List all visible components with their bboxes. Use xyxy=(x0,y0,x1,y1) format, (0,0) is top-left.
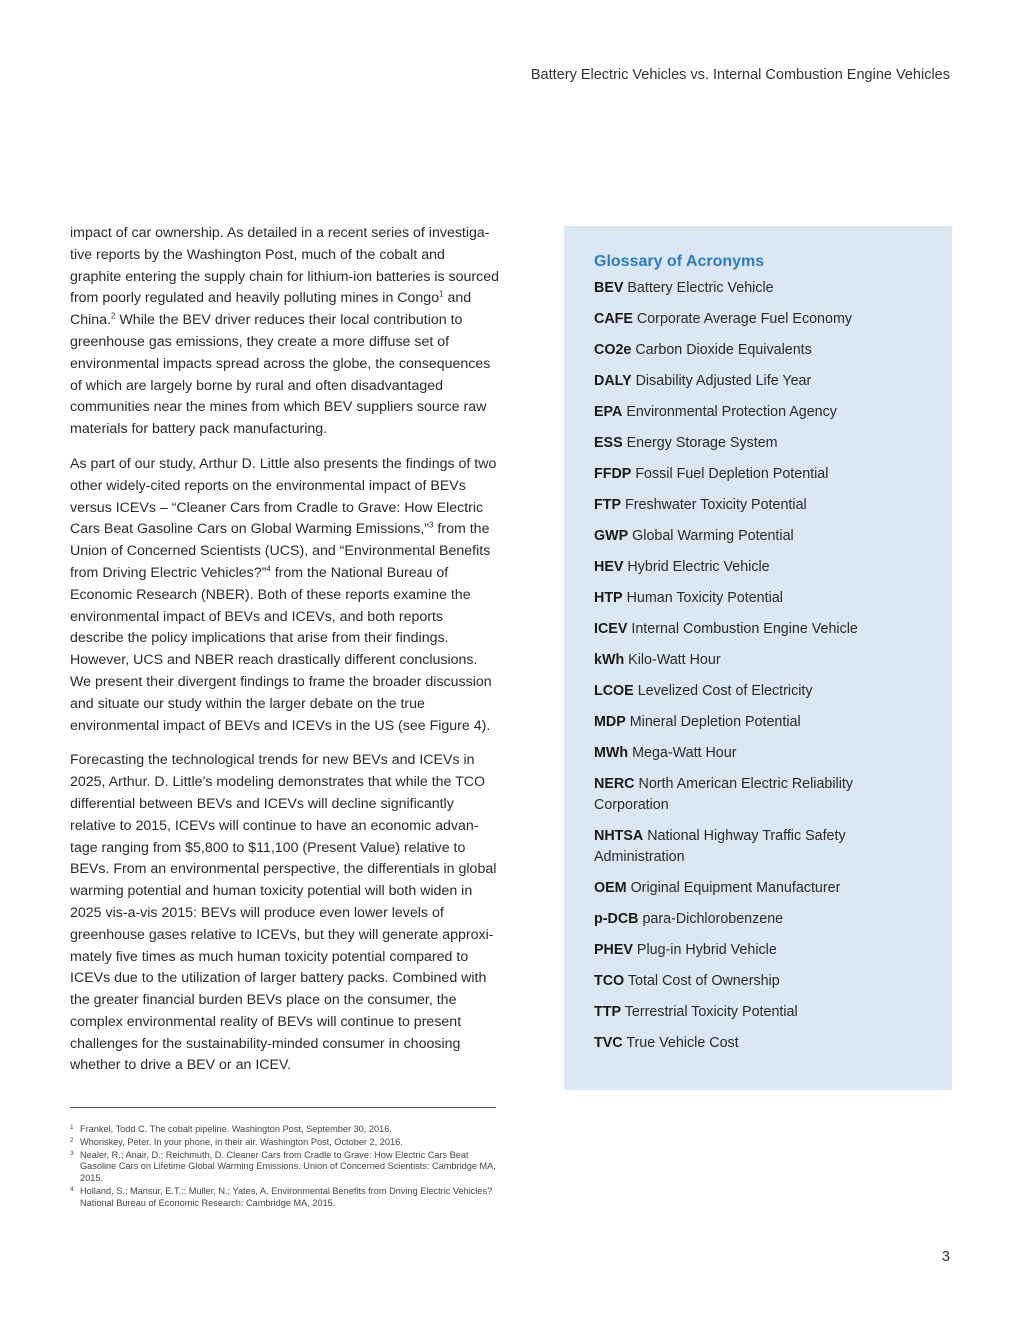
glossary-item xyxy=(594,971,922,992)
footnote-number: 3 xyxy=(70,1149,74,1157)
glossary-item xyxy=(594,371,922,392)
glossary-item xyxy=(594,1033,922,1054)
glossary-abbr: MWh xyxy=(594,745,629,761)
footnote-ref-1: 1 xyxy=(439,289,444,299)
glossary-list xyxy=(594,278,922,1054)
glossary-definition: Human Toxicity Potential xyxy=(626,590,783,606)
glossary-abbr: p-DCB xyxy=(594,911,639,927)
glossary-abbr: HTP xyxy=(594,590,623,606)
glossary-definition: Terrestrial Toxicity Potential xyxy=(624,1004,798,1020)
glossary-definition: para-Dichlorobenzene xyxy=(642,911,784,927)
p1-text-a: impact of car ownership. As detailed in a recent series of investiga-tive reports by the Washington Post, much of the cobalt and graphite entering the supply chain for lithium-ion batteries is sourced from poorly regulated and heavily polluting mines in Congo xyxy=(70,225,500,307)
glossary-abbr: DALY xyxy=(594,373,632,389)
glossary-item xyxy=(594,712,922,733)
running-header: Battery Electric Vehicles vs. Internal Combustion Engine Vehicles xyxy=(530,67,950,83)
glossary-definition: Original Equipment Manufacturer xyxy=(630,880,841,896)
glossary-definition: Global Warming Potential xyxy=(632,528,794,544)
footnote xyxy=(70,1186,500,1210)
glossary-abbr: NHTSA xyxy=(594,828,644,844)
footnote xyxy=(70,1150,500,1185)
footnote-divider xyxy=(70,1107,496,1108)
glossary-box xyxy=(564,226,952,1090)
glossary-definition: Corporate Average Fuel Economy xyxy=(636,311,853,327)
glossary-item xyxy=(594,433,922,454)
glossary-item xyxy=(594,340,922,361)
glossary-abbr: MDP xyxy=(594,714,626,730)
glossary-abbr: PHEV xyxy=(594,942,633,958)
footnote-text: Nealer, R.; Anair, D.; Reichmuth, D. Cleaner Cars from Cradle to Grave: How Electric Cars Beat Gasoline Cars on Lifetime Global Warming Emissions. Union of Concerned Scientists: Cambridge MA, 2015. xyxy=(80,1149,496,1184)
glossary-abbr: FTP xyxy=(594,497,622,513)
footnote-ref-4: 4 xyxy=(266,564,271,574)
glossary-item xyxy=(594,650,922,671)
glossary-definition: Fossil Fuel Depletion Potential xyxy=(635,466,829,482)
glossary-item xyxy=(594,588,922,609)
glossary-abbr: CO2e xyxy=(594,342,632,358)
footnote xyxy=(70,1124,500,1136)
glossary-definition: Hybrid Electric Vehicle xyxy=(627,559,770,575)
glossary-abbr: TTP xyxy=(594,1004,622,1020)
body-paragraph-3: Forecasting the technological trends for new BEVs and ICEVs in 2025, Arthur. D. Little’s modeling demonstrates that while the TCO differential between BEVs and ICEVs will decline significantly relative to 2015, ICEVs will continue to have an economic advan-tage ranging from $5,800 to $11,100 (Present Value) relative to BEVs. From an environmental perspective, the differentials in global warming potential and human toxicity potential will both widen in 2025 vis-a-vis 2015: BEVs will produce even lower levels of greenhouse gases relative to ICEVs, but they will generate approxi-mately five times as much human toxicity potential compared to ICEVs due to the utilization of larger battery packs. Combined with the greater financial burden BEVs place on the consumer, the complex environmental reality of BEVs will continue to present challenges for the sustainability-minded consumer in choosing whether to drive a BEV or an ICEV. xyxy=(70,752,497,1074)
footnote xyxy=(70,1137,500,1149)
glossary-item xyxy=(594,309,922,330)
glossary-definition: North American Electric Reliability Corporation xyxy=(594,776,854,813)
footnotes-list xyxy=(70,1124,500,1211)
glossary-definition: Carbon Dioxide Equivalents xyxy=(635,342,812,358)
footnote-ref-3: 3 xyxy=(429,520,434,530)
glossary-definition: Mega-Watt Hour xyxy=(632,745,737,761)
glossary-definition: Battery Electric Vehicle xyxy=(627,280,774,296)
glossary-definition: Environmental Protection Agency xyxy=(626,404,837,420)
footnote-text: Frankel, Todd C. The cobalt pipeline. Washington Post, September 30, 2016. xyxy=(80,1124,392,1134)
glossary-item xyxy=(594,1002,922,1023)
footnote-text: Whoriskey, Peter. In your phone, in their air. Washington Post, October 2, 2016. xyxy=(80,1136,403,1147)
glossary-abbr: HEV xyxy=(594,559,624,575)
glossary-item xyxy=(594,464,922,485)
glossary-definition: Plug-in Hybrid Vehicle xyxy=(636,942,777,958)
footnote-number: 4 xyxy=(70,1185,74,1193)
glossary-abbr: NERC xyxy=(594,776,635,792)
glossary-item xyxy=(594,619,922,640)
glossary-definition: Total Cost of Ownership xyxy=(627,973,780,989)
glossary-abbr: EPA xyxy=(594,404,623,420)
glossary-item xyxy=(594,743,922,764)
glossary-definition: Levelized Cost of Electricity xyxy=(637,683,813,699)
glossary-definition: Disability Adjusted Life Year xyxy=(635,373,812,389)
glossary-definition: Kilo-Watt Hour xyxy=(628,652,721,668)
glossary-abbr: GWP xyxy=(594,528,629,544)
footnote-number: 2 xyxy=(70,1136,74,1144)
glossary-abbr: ESS xyxy=(594,435,623,451)
body-paragraph-2 xyxy=(70,454,500,737)
glossary-item xyxy=(594,526,922,547)
glossary-definition: Freshwater Toxicity Potential xyxy=(625,497,807,513)
footnote-text: Holland, S.; Mansur, E.T.:: Muller, N.; Yates, A. Environmental Benefits from Driving Electric Vehicles? National Bureau of Economic Research: Cambridge MA, 2015. xyxy=(80,1185,493,1208)
glossary-definition: Internal Combustion Engine Vehicle xyxy=(631,621,858,637)
glossary-item xyxy=(594,402,922,423)
glossary-item xyxy=(594,909,922,930)
glossary-item xyxy=(594,826,922,868)
glossary-item xyxy=(594,557,922,578)
glossary-abbr: TVC xyxy=(594,1035,623,1051)
glossary-definition: Mineral Depletion Potential xyxy=(629,714,801,730)
glossary-abbr: CAFE xyxy=(594,311,633,327)
glossary-abbr: ICEV xyxy=(594,621,628,637)
p2-text-a: As part of our study, Arthur D. Little also presents the findings of two other widely-cited reports on the environmental impact of BEVs versus ICEVs – “Cleaner Cars from Cradle to Grave: How Electric Cars Beat Gasoline Cars on Global Warming Emissions,” xyxy=(70,455,497,538)
glossary-title: Glossary of Acronyms xyxy=(594,253,765,270)
glossary-abbr: BEV xyxy=(594,280,624,296)
glossary-item xyxy=(594,774,922,816)
body-paragraph-1 xyxy=(70,223,500,441)
p1-text-c: While the BEV driver reduces their local contribution to greenhouse gas emissions, they create a more diffuse set of environmental impacts spread across the globe, the consequences of which are largely borne by rural and often disadvantaged communities near the mines from which BEV suppliers source raw materials for battery pack manufacturing. xyxy=(70,312,491,438)
p1-text-b: and China. xyxy=(70,290,472,329)
p2-text-b: from the Union of Concerned Scientists (UCS), and “Environmental Benefits from Driving Electric Vehicles?” xyxy=(70,521,491,581)
glossary-item xyxy=(594,495,922,516)
glossary-abbr: kWh xyxy=(594,652,625,668)
glossary-definition: Energy Storage System xyxy=(626,435,778,451)
glossary-abbr: LCOE xyxy=(594,683,634,699)
glossary-definition: National Highway Traffic Safety Administration xyxy=(594,828,846,865)
glossary-abbr: OEM xyxy=(594,880,627,896)
glossary-abbr: TCO xyxy=(594,973,625,989)
footnote-number: 1 xyxy=(70,1124,74,1131)
glossary-abbr: FFDP xyxy=(594,466,632,482)
body-column xyxy=(70,223,500,1090)
glossary-item xyxy=(594,681,922,702)
glossary-item xyxy=(594,878,922,899)
p2-text-c: from the National Bureau of Economic Research (NBER). Both of these reports examine the environmental impact of BEVs and ICEVs, and both reports describe the policy implications that arise from their findings. However, UCS and NBER reach drastically different conclusions. We present their divergent findings to frame the broader discussion and situate our study within the larger debate on the true environmental impact of BEVs and ICEVs in the US (see Figure 4). xyxy=(70,564,492,734)
page-number: 3 xyxy=(941,1249,950,1265)
footnote-ref-2: 2 xyxy=(111,311,116,321)
glossary-definition: True Vehicle Cost xyxy=(626,1035,739,1051)
glossary-item xyxy=(594,940,922,961)
glossary-item xyxy=(594,278,922,299)
